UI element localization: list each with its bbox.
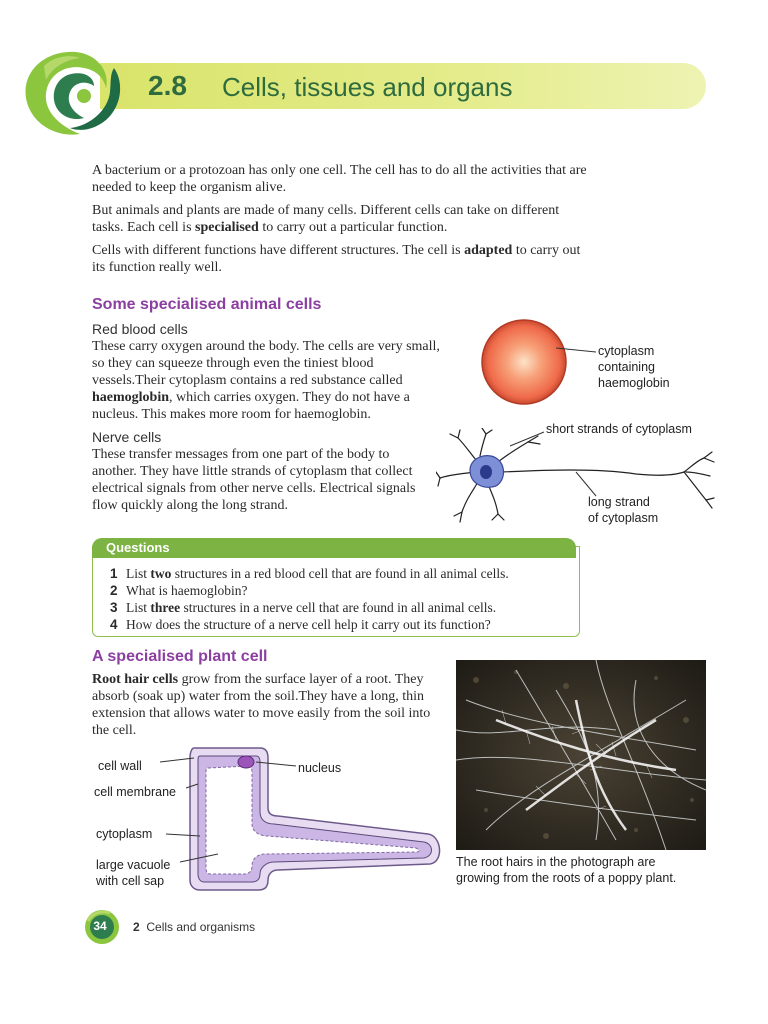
cytoplasm-label: cytoplasm	[96, 827, 153, 841]
nerve-heading: Nerve cells	[92, 429, 162, 445]
root-hairs-photo-image	[456, 660, 706, 850]
page-number: 34	[93, 919, 107, 933]
nerve-cell-diagram	[436, 428, 716, 530]
rbc-heading: Red blood cells	[92, 321, 188, 337]
intro-paragraph-2: But animals and plants are made of many cells. Different cells can take on different tasks. Each cell is specialised to carry out a particular function.	[92, 203, 560, 235]
photo-caption: The root hairs in the photograph are growing from the roots of a poppy plant.	[456, 855, 677, 885]
rbc-text: These carry oxygen around the body. The cells are very small, so they can squeeze through even the tiniest blood vessels.Their cytoplasm contains a red substance called haemoglobin, which carries oxygen. They do not have a nucleus. This makes more room for haemoglobin.	[92, 339, 440, 422]
rbc-pointer-line	[556, 340, 598, 360]
nerve-long-strand-label: long strand of cytoplasm	[588, 495, 659, 525]
chapter-number: 2.8	[148, 70, 187, 101]
nucleus-label: nucleus	[298, 761, 342, 775]
question-item: 4 How does the structure of a nerve cell help it carry out its function?	[110, 617, 491, 632]
page-title: Cells, tissues and organs	[222, 72, 513, 102]
cell-wall-label: cell wall	[98, 759, 142, 773]
questions-title: Questions	[106, 540, 170, 555]
nerve-text: These transfer messages from one part of the body to another. They have little strands of cytoplasm that collect electrical signals from other nerve cells. Electrical signals flow quickly along the long strand.	[92, 447, 416, 513]
intro-paragraph-1: A bacterium or a protozoan has only one cell. The cell has to do all the activities that are needed to keep the organism alive.	[92, 163, 587, 195]
plant-cell-text: Root hair cells grow from the surface layer of a root. They absorb (soak up) water from the soil.They have a long, thin extension that allows water to move easily from the soil into the cell.	[92, 672, 431, 738]
plant-cell-heading: A specialised plant cell	[92, 648, 268, 665]
question-item: 1 List two structures in a red blood cell that are found in all animal cells.	[110, 566, 509, 581]
question-item: 3 List three structures in a nerve cell that are found in all animal cells.	[110, 600, 497, 615]
root-hairs-photo	[456, 660, 706, 850]
red-blood-cell-diagram	[476, 318, 576, 408]
intro-paragraph-3: Cells with different functions have different structures. The cell is adapted to carry out its function really well.	[92, 243, 581, 275]
vacuole-label: large vacuole with cell sap	[96, 858, 171, 888]
cell-membrane-label: cell membrane	[94, 785, 176, 799]
intro-section	[92, 162, 592, 276]
question-item: 2 What is haemoglobin?	[110, 583, 248, 598]
footer-chapter: 2 Cells and organisms	[133, 920, 256, 934]
rbc-label: cytoplasm containing haemoglobin	[598, 344, 670, 390]
swirl-logo-icon	[14, 48, 134, 140]
animal-cells-heading: Some specialised animal cells	[92, 296, 322, 313]
nerve-short-strands-label: short strands of cytoplasm	[546, 422, 692, 436]
